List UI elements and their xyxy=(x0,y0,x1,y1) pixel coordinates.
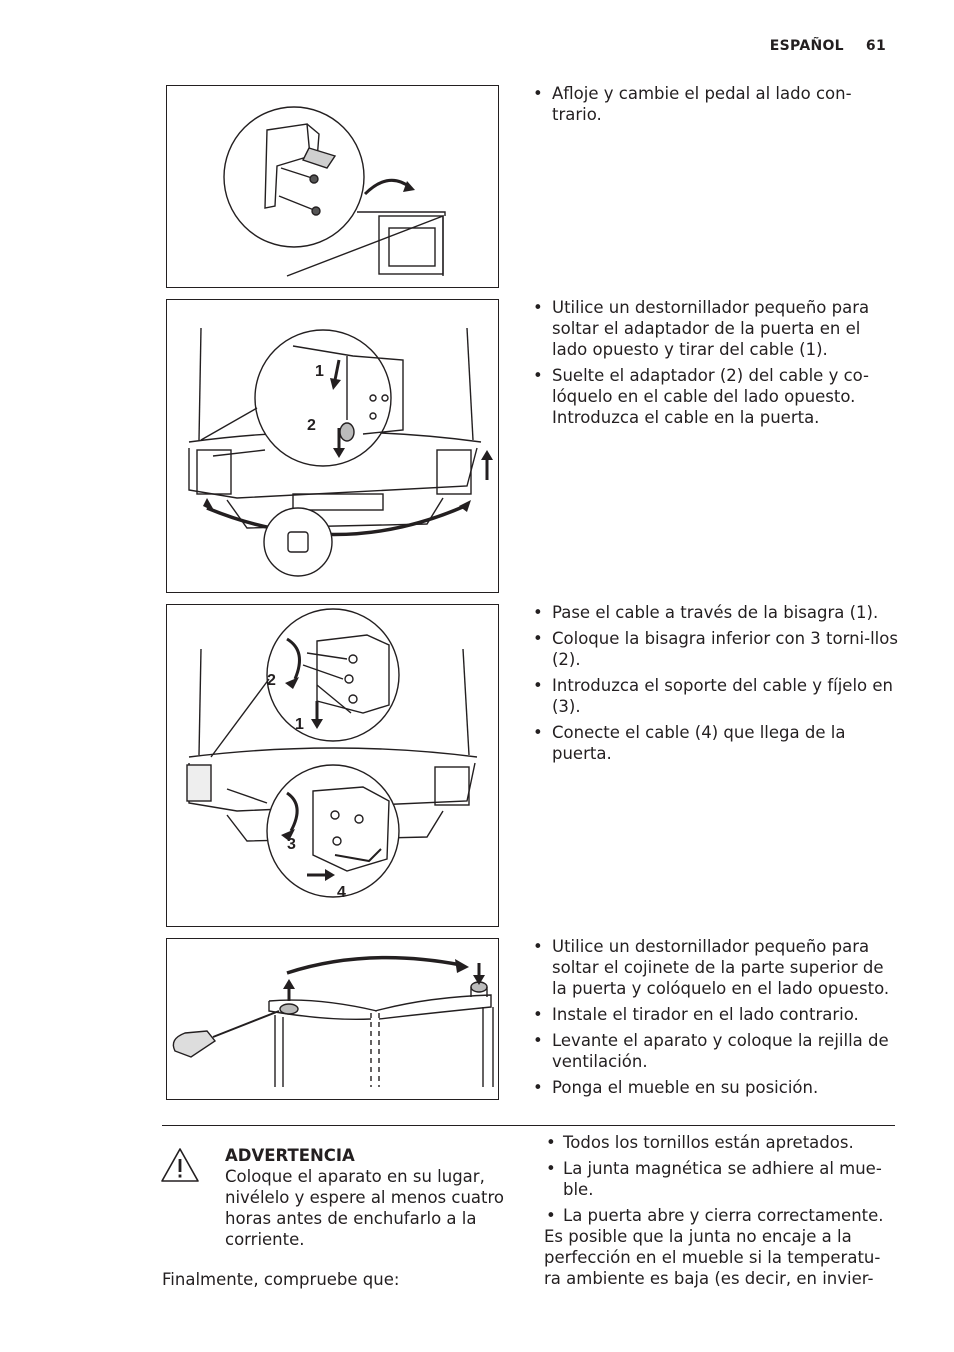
final-check-intro: Finalmente, compruebe que: xyxy=(162,1270,400,1289)
warning-text: Coloque el aparato en su lugar, nivélelo y espere al menos cuatro horas antes de enchufarlo a la corriente. xyxy=(225,1167,505,1249)
step-3-text xyxy=(530,602,898,769)
step-2-text xyxy=(530,297,898,433)
list-item: • Todos los tornillos están apretados. xyxy=(544,1132,896,1153)
list-item: • Instale el tirador en el lado contrario. xyxy=(530,1004,898,1025)
list-item: • La junta magnética se adhiere al mue-ble. xyxy=(544,1158,896,1200)
figure-door-adapter xyxy=(166,299,499,593)
list-item: • Levante el aparato y coloque la rejilla de ventilación. xyxy=(530,1030,898,1072)
list-item: • Suelte el adaptador (2) del cable y co-lóquelo en el cable del lado opuesto. Introduzca el cable en la puerta. xyxy=(530,365,898,428)
hinge-illustration xyxy=(167,605,498,926)
list-item: • Utilice un destornillador pequeño para soltar el adaptador de la puerta en el lado opuesto y tirar del cable (1). xyxy=(530,297,898,360)
list-item: • Coloque la bisagra inferior con 3 torni-llos (2). xyxy=(530,628,898,670)
warning-triangle-icon xyxy=(160,1147,200,1183)
door-adapter-illustration xyxy=(167,300,498,592)
list-item: • Conecte el cable (4) que llega de la puerta. xyxy=(530,722,898,764)
figure-door-bearing xyxy=(166,938,499,1100)
list-item: • Pase el cable a través de la bisagra (1). xyxy=(530,602,898,623)
page-header xyxy=(748,38,886,54)
step-4-text xyxy=(530,936,898,1103)
list-item: • Introduzca el soporte del cable y fíjelo en (3). xyxy=(530,675,898,717)
checklist xyxy=(544,1132,896,1289)
callout-2: 2 xyxy=(267,672,276,689)
warning-title: ADVERTENCIA xyxy=(225,1146,355,1165)
step-1-text xyxy=(530,83,898,130)
figure-pedal xyxy=(166,85,499,288)
callout-2: 2 xyxy=(307,417,316,434)
list-item: • Ponga el mueble en su posición. xyxy=(530,1077,898,1098)
page-number: 61 xyxy=(865,38,886,54)
list-item: • Utilice un destornillador pequeño para soltar el cojinete de la parte superior de la puerta y colóquelo en el lado opuesto. xyxy=(530,936,898,999)
callout-4: 4 xyxy=(337,884,346,901)
callout-1: 1 xyxy=(315,363,324,380)
pedal-illustration xyxy=(167,86,498,287)
door-bearing-illustration xyxy=(167,939,498,1099)
section-divider xyxy=(162,1125,895,1126)
gasket-note: Es posible que la junta no encaje a la perfección en el mueble si la temperatu-ra ambiente es baja (es decir, en invier- xyxy=(544,1227,881,1288)
list-item: • Afloje y cambie el pedal al lado con-trario. xyxy=(530,83,898,125)
section-title: ESPAÑOL xyxy=(769,38,844,54)
callout-3: 3 xyxy=(287,836,296,853)
list-item: • La puerta abre y cierra correctamente. xyxy=(544,1205,896,1226)
figure-hinge xyxy=(166,604,499,927)
callout-1: 1 xyxy=(295,716,304,733)
